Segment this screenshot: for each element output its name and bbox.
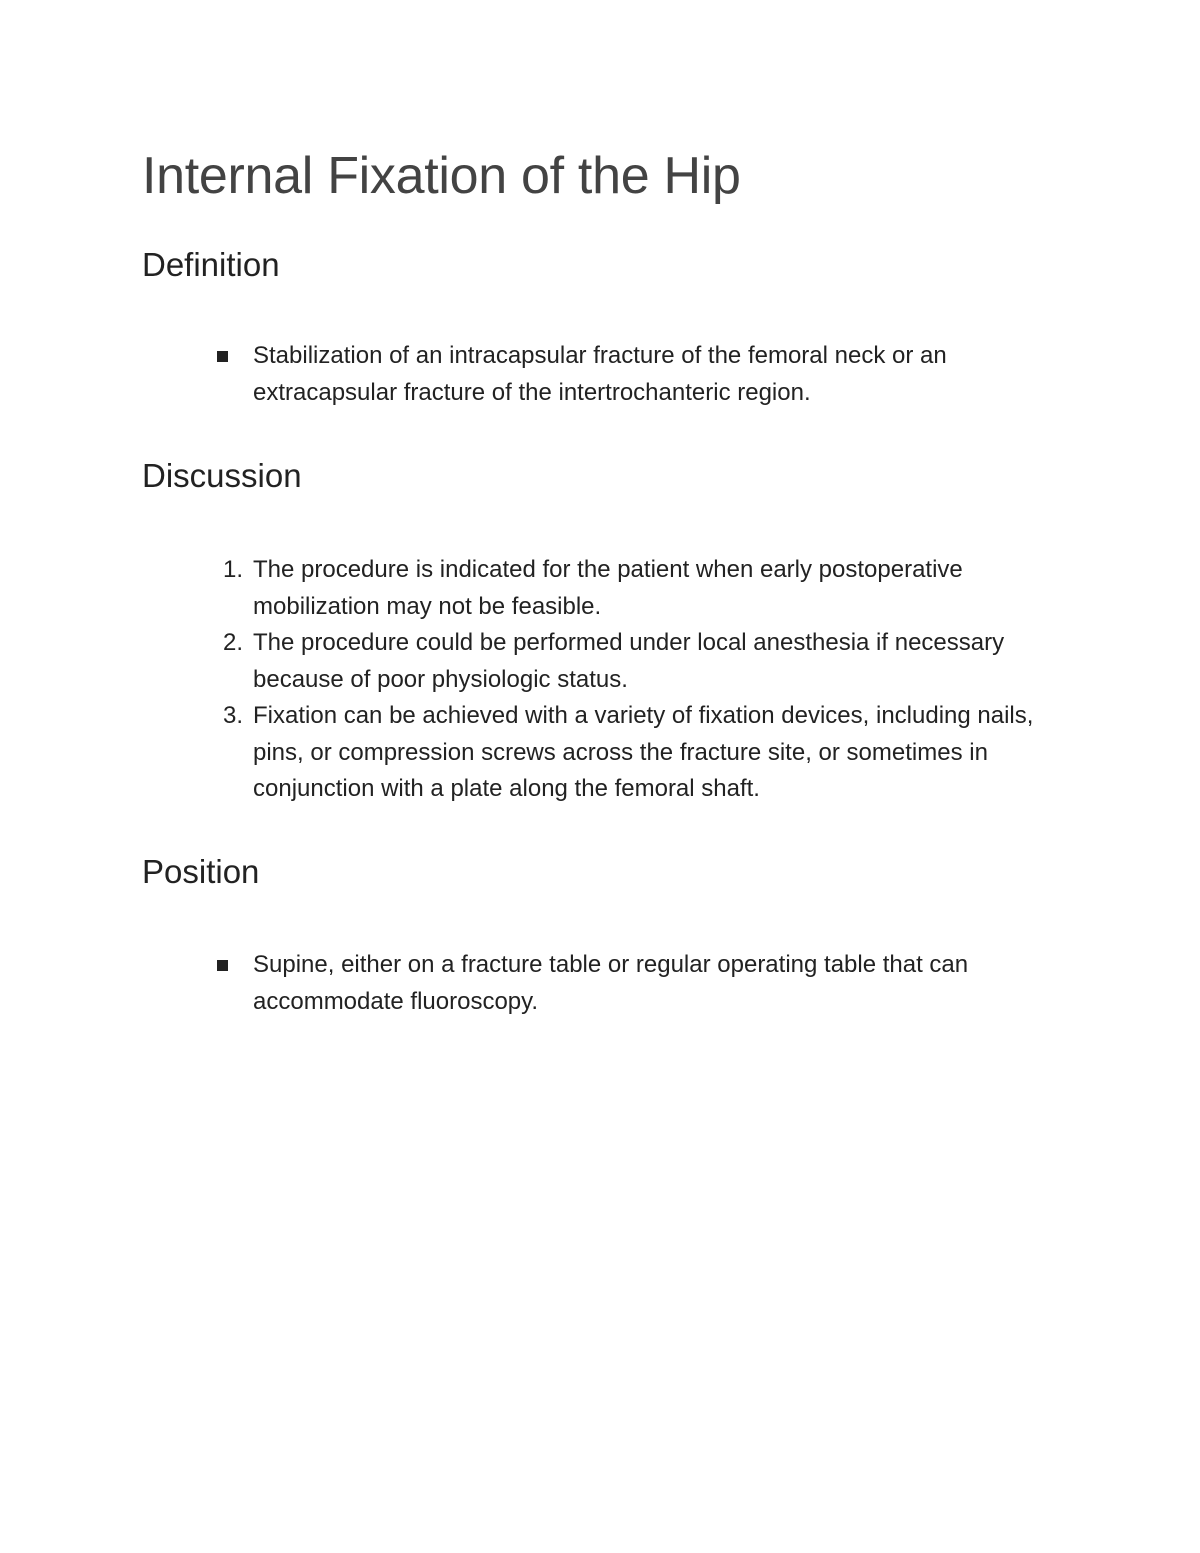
list-item-text: The procedure could be performed under local anesthesia if necessary because of poor physiologic status. <box>253 629 1005 693</box>
square-bullet-icon <box>217 351 228 362</box>
list-item-text: Supine, either on a fracture table or regular operating table that can accommodate fluoroscopy. <box>253 951 969 1015</box>
document-title: Internal Fixation of the Hip <box>142 147 741 205</box>
square-bullet-icon <box>217 960 228 971</box>
list-item-text: Fixation can be achieved with a variety of fixation devices, including nails, pins, or compression screws across the fracture site, or sometimes in conjunction with a plate along the femoral shaft. <box>253 702 1034 802</box>
list-item <box>222 625 1073 698</box>
list-item <box>222 552 1073 625</box>
list-item-text: Stabilization of an intracapsular fracture of the femoral neck or an extracapsular fracture of the intertrochanteric region. <box>253 342 947 406</box>
list-number: 3. <box>222 702 243 729</box>
discussion-list <box>222 552 1073 808</box>
list-item <box>253 947 1073 1020</box>
list-item <box>222 698 1073 808</box>
section-heading-position: Position <box>142 853 260 890</box>
list-item <box>253 338 1073 411</box>
section-heading-definition: Definition <box>142 246 280 283</box>
list-number: 1. <box>222 556 243 583</box>
list-number: 2. <box>222 629 243 656</box>
list-item-text: The procedure is indicated for the patient when early postoperative mobilization may not be feasible. <box>253 556 963 620</box>
section-heading-discussion: Discussion <box>142 457 302 494</box>
definition-list <box>253 338 1073 411</box>
position-list <box>253 947 1073 1020</box>
